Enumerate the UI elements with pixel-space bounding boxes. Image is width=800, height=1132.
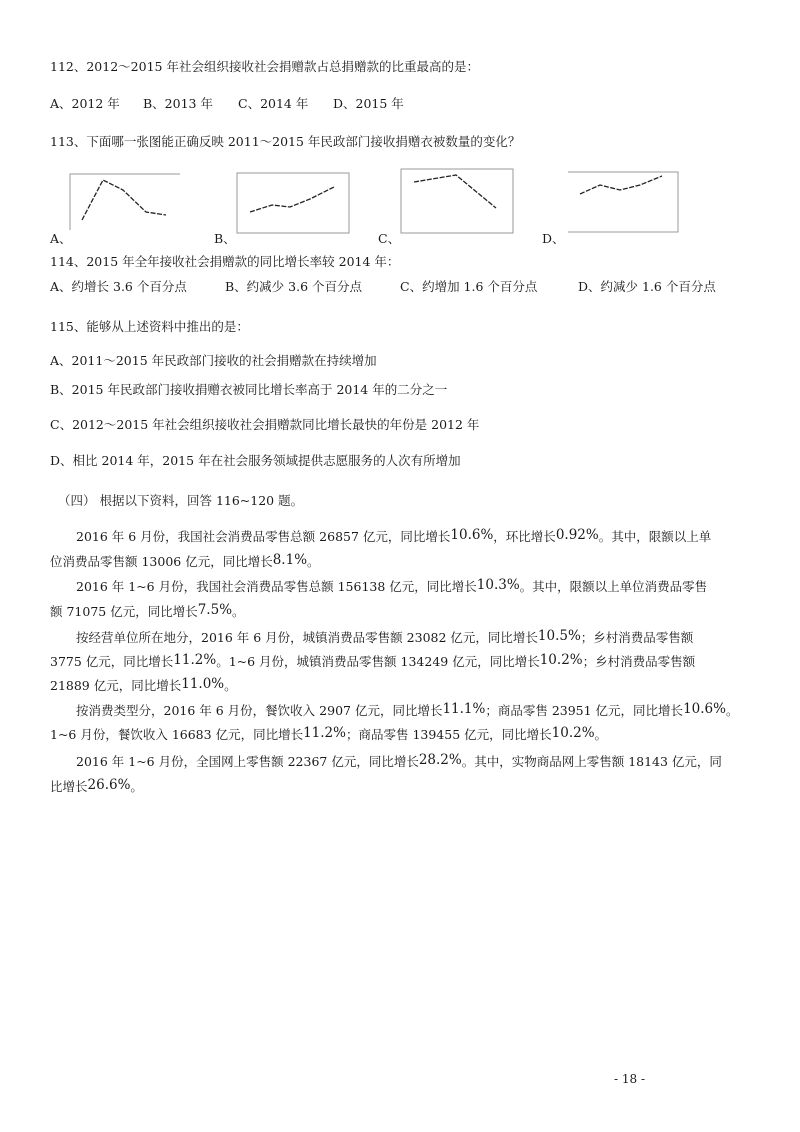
pct-value: 10.3% xyxy=(476,577,520,593)
p3-line-3 xyxy=(50,675,237,695)
q113-stem: 113、下面哪一张图能正确反映 2011～2015 年民政部门接收捐赠衣被数量的变化？ xyxy=(50,134,521,149)
q113-chart-c xyxy=(400,168,514,234)
text: ；商品零售 23951 亿元，同比增长 xyxy=(485,703,684,718)
pct-value: 11.2% xyxy=(173,652,217,668)
text: ，环比增长 xyxy=(493,529,556,544)
q112-option-a: A、2012 年 xyxy=(50,96,120,111)
text: 。其中，限额以上单位消费品零售 xyxy=(519,579,708,594)
text: 位消费品零售额 13006 亿元，同比增长 xyxy=(50,554,273,569)
text: 。1~6 月份，城镇消费品零售额 134249 亿元，同比增长 xyxy=(216,654,540,669)
text: 额 71075 亿元，同比增长 xyxy=(50,604,198,619)
q115-option-b: B、2015 年民政部门接收捐赠衣被同比增长率高于 2014 年的二分之一 xyxy=(50,382,448,397)
text: ；商品零售 139455 亿元，同比增长 xyxy=(345,727,552,742)
q114-option-d: D、约减少 1.6 个百分点 xyxy=(578,279,716,294)
text: 2016 年 6 月份，我国社会消费品零售总额 26857 亿元，同比增长 xyxy=(76,529,451,544)
text: ；乡村消费品零售额 xyxy=(582,654,696,669)
text: 按经营单位所在地分，2016 年 6 月份，城镇消费品零售额 23082 亿元，同比增长 xyxy=(76,630,538,645)
text: 1~6 月份，餐饮收入 16683 亿元，同比增长 xyxy=(50,727,304,742)
q115-option-a: A、2011～2015 年民政部门接收的社会捐赠款在持续增加 xyxy=(50,353,377,368)
p3-line-2 xyxy=(50,651,695,671)
q113-chart-d xyxy=(566,170,680,234)
text: 按消费类型分，2016 年 6 月份，餐饮收入 2907 亿元，同比增长 xyxy=(76,703,443,718)
q115-option-d: D、相比 2014 年，2015 年在社会服务领域提供志愿服务的人次有所增加 xyxy=(50,453,461,468)
pct-value: 11.2% xyxy=(303,725,346,741)
pct-value: 10.2% xyxy=(551,725,595,741)
q112-option-c: C、2014 年 xyxy=(238,96,309,111)
pct-value: 0.92% xyxy=(555,527,599,543)
p1-line-2 xyxy=(50,551,320,571)
text: 。 xyxy=(130,779,143,794)
text: 。 xyxy=(307,554,320,569)
pct-value: 11.0% xyxy=(181,676,225,692)
text: 。其中，限额以上单 xyxy=(598,529,712,544)
text: 2016 年 1~6 月份，全国网上零售额 22367 亿元，同比增长 xyxy=(76,754,419,769)
p4-line-1 xyxy=(76,700,738,720)
q113-chart-a xyxy=(68,172,182,232)
q115-option-c: C、2012～2015 年社会组织接收社会捐赠款同比增长最快的年份是 2012 年 xyxy=(50,417,480,432)
page-number: - 18 - xyxy=(614,1072,646,1086)
text: ；乡村消费品零售额 xyxy=(580,630,694,645)
pct-value: 8.1% xyxy=(272,552,308,568)
q114-option-a: A、约增长 3.6 个百分点 xyxy=(50,279,187,294)
p3-line-1 xyxy=(76,627,693,647)
q113-label-d: D、 xyxy=(542,231,565,246)
q112-option-d: D、2015 年 xyxy=(333,96,404,111)
text: 比增长 xyxy=(50,779,88,794)
q113-label-b: B、 xyxy=(214,231,236,246)
q113-chart-b xyxy=(236,172,350,234)
pct-value: 26.6% xyxy=(87,777,131,793)
pct-value: 10.6% xyxy=(683,701,726,717)
q112-option-b: B、2013 年 xyxy=(143,96,213,111)
q114-option-b: B、约减少 3.6 个百分点 xyxy=(225,279,363,294)
q112-stem: 112、2012～2015 年社会组织接收社会捐赠款占总捐赠款的比重最高的是： xyxy=(50,59,479,74)
q114-stem: 114、2015 年全年接收社会捐赠款的同比增长率较 2014 年： xyxy=(50,254,400,269)
p2-line-1 xyxy=(76,576,707,596)
text: 21889 亿元，同比增长 xyxy=(50,678,182,693)
pct-value: 10.6% xyxy=(450,527,494,543)
p1-line-1 xyxy=(76,526,711,546)
q113-label-a: A、 xyxy=(50,231,72,246)
pct-value: 28.2% xyxy=(418,752,462,768)
section-heading: （四） 根据以下资料，回答 116~120 题。 xyxy=(58,493,304,508)
text: 2016 年 1~6 月份，我国社会消费品零售总额 156138 亿元，同比增长 xyxy=(76,579,477,594)
pct-value: 7.5% xyxy=(197,602,233,618)
p2-line-2 xyxy=(50,601,245,621)
text: 。 xyxy=(232,604,245,619)
text: 3775 亿元，同比增长 xyxy=(50,654,174,669)
p5-line-1 xyxy=(76,751,722,771)
text: 。其中，实物商品网上零售额 18143 亿元，同 xyxy=(461,754,722,769)
q113-label-c: C、 xyxy=(378,231,401,246)
pct-value: 10.2% xyxy=(539,652,583,668)
text: 。 xyxy=(725,703,739,718)
text: 。 xyxy=(224,678,237,693)
q114-option-c: C、约增加 1.6 个百分点 xyxy=(400,279,538,294)
p5-line-2 xyxy=(50,776,143,796)
pct-value: 10.5% xyxy=(537,628,581,644)
pct-value: 11.1% xyxy=(442,701,486,717)
text: 。 xyxy=(594,727,608,742)
p4-line-2 xyxy=(50,724,607,744)
q115-stem: 115、能够从上述资料中推出的是： xyxy=(50,319,249,334)
